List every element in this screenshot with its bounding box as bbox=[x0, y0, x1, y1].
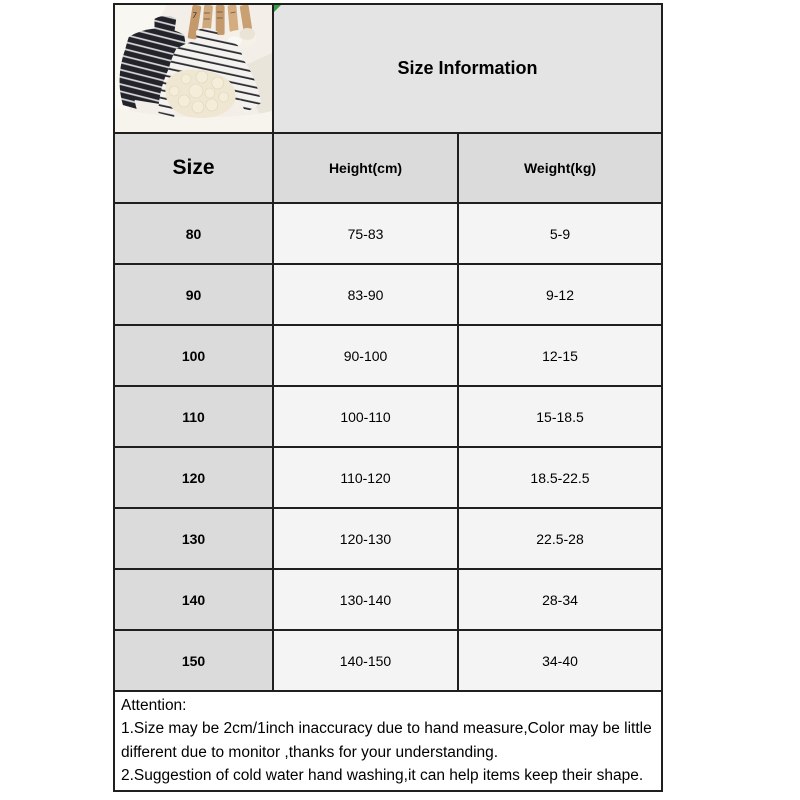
weight-cell: 5-9 bbox=[458, 203, 662, 264]
weight-cell: 18.5-22.5 bbox=[458, 447, 662, 508]
size-cell: 80 bbox=[114, 203, 273, 264]
size-table bbox=[113, 3, 663, 792]
attention-cell bbox=[114, 691, 662, 791]
table-row bbox=[114, 508, 662, 569]
weight-cell: 12-15 bbox=[458, 325, 662, 386]
attention-note-1: 1.Size may be 2cm/1inch inaccuracy due to hand measure,Color may be little different due to monitor ,thanks for your understanding. bbox=[121, 720, 652, 761]
table-row bbox=[114, 325, 662, 386]
size-cell: 130 bbox=[114, 508, 273, 569]
column-header-weight: Weight(kg) bbox=[458, 133, 662, 203]
table-header-row bbox=[114, 133, 662, 203]
height-cell: 120-130 bbox=[273, 508, 458, 569]
weight-cell: 28-34 bbox=[458, 569, 662, 630]
table-row bbox=[114, 569, 662, 630]
size-cell: 100 bbox=[114, 325, 273, 386]
svg-text:7: 7 bbox=[191, 10, 198, 21]
product-photo-cell bbox=[114, 4, 273, 133]
weight-cell: 22.5-28 bbox=[458, 508, 662, 569]
size-cell: 150 bbox=[114, 630, 273, 691]
table-row bbox=[114, 203, 662, 264]
weight-cell: 34-40 bbox=[458, 630, 662, 691]
green-corner-marker-icon bbox=[274, 5, 281, 12]
height-cell: 110-120 bbox=[273, 447, 458, 508]
attention-label: Attention: bbox=[121, 697, 187, 714]
height-cell: 90-100 bbox=[273, 325, 458, 386]
size-cell: 140 bbox=[114, 569, 273, 630]
size-cell: 110 bbox=[114, 386, 273, 447]
height-cell: 140-150 bbox=[273, 630, 458, 691]
weight-cell: 15-18.5 bbox=[458, 386, 662, 447]
attention-row bbox=[114, 691, 662, 791]
table-row bbox=[114, 386, 662, 447]
size-cell: 90 bbox=[114, 264, 273, 325]
column-header-height: Height(cm) bbox=[273, 133, 458, 203]
height-cell: 75-83 bbox=[273, 203, 458, 264]
height-cell: 83-90 bbox=[273, 264, 458, 325]
page-title: Size Information bbox=[397, 58, 538, 78]
title-cell bbox=[273, 4, 662, 133]
weight-cell: 9-12 bbox=[458, 264, 662, 325]
photo-title-row bbox=[114, 4, 662, 133]
height-cell: 130-140 bbox=[273, 569, 458, 630]
table-row bbox=[114, 447, 662, 508]
table-row bbox=[114, 630, 662, 691]
size-cell: 120 bbox=[114, 447, 273, 508]
product-photo-illustration bbox=[115, 5, 272, 132]
height-cell: 100-110 bbox=[273, 386, 458, 447]
table-row bbox=[114, 264, 662, 325]
attention-note-2: 2.Suggestion of cold water hand washing,it can help items keep their shape. bbox=[121, 766, 644, 784]
column-header-size: Size bbox=[114, 133, 273, 203]
